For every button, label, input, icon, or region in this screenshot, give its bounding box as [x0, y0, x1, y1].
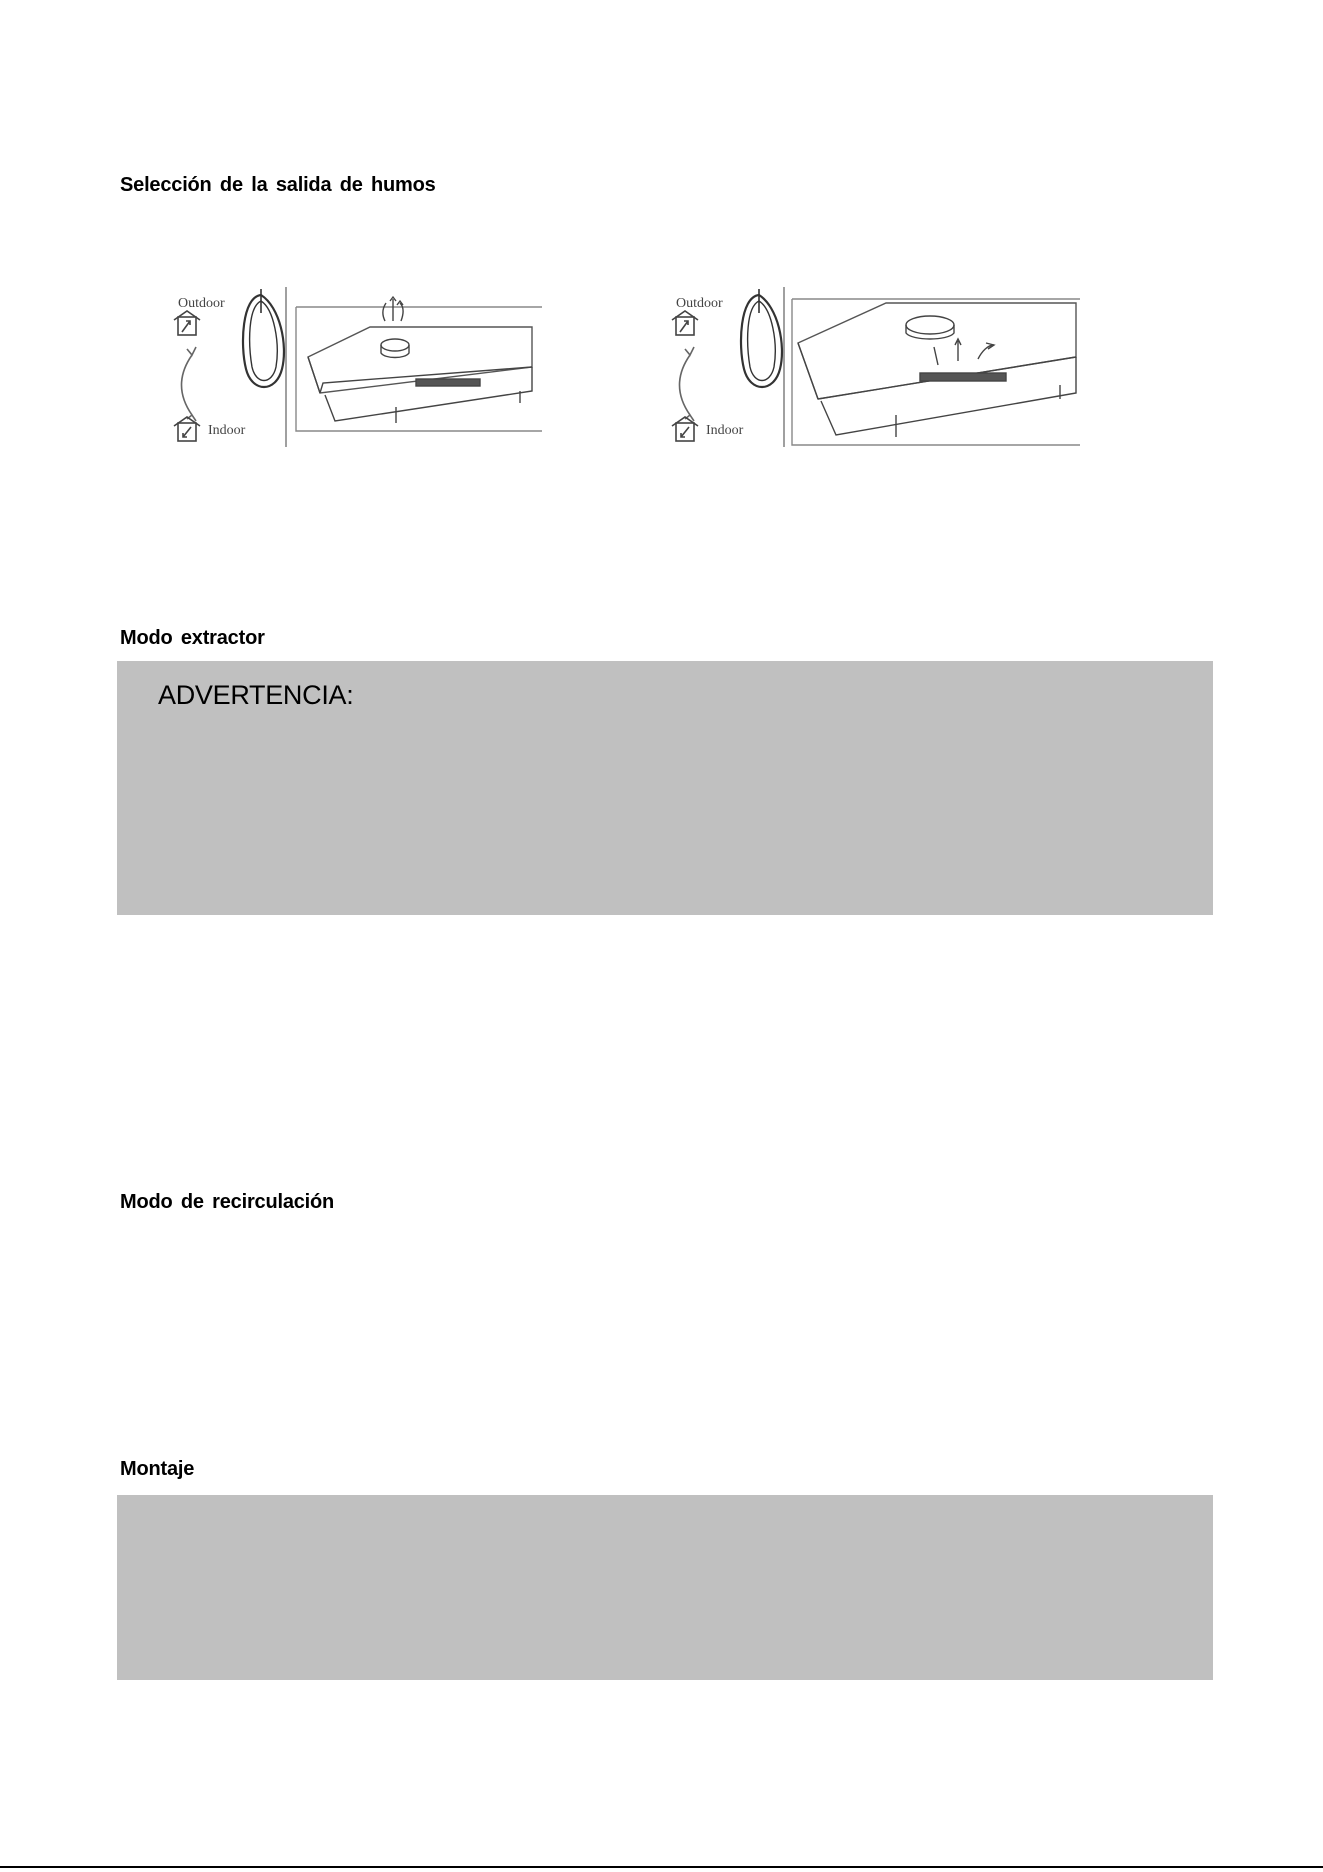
section-title-recirculation-mode: Modo de recirculación — [120, 1191, 335, 1213]
indoor-label: Indoor — [208, 423, 246, 438]
mode-selector-diagram — [174, 287, 286, 447]
warning-title: ADVERTENCIA: — [158, 680, 354, 710]
outdoor-label: Outdoor — [676, 296, 723, 311]
page-bottom-rule — [0, 1866, 1323, 1868]
hood-illustration — [792, 299, 1080, 445]
figure-recirculation-mode — [658, 287, 1098, 457]
outdoor-house-icon — [174, 311, 200, 335]
outdoor-label: Outdoor — [178, 296, 225, 311]
switch-arrow-icon — [680, 355, 691, 415]
mode-selector-diagram — [672, 287, 784, 447]
figure-extraction-mode — [160, 287, 560, 457]
outdoor-house-icon — [672, 311, 698, 335]
section-title-fume-outlet: Selección de la salida de humos — [120, 174, 436, 196]
indoor-label: Indoor — [706, 423, 744, 438]
switch-arrow-icon — [182, 355, 193, 415]
hood-illustration — [296, 297, 542, 431]
section-title-extractor-mode: Modo extractor — [120, 627, 265, 649]
assembly-note-box — [117, 1495, 1213, 1680]
section-title-assembly: Montaje — [120, 1458, 195, 1480]
